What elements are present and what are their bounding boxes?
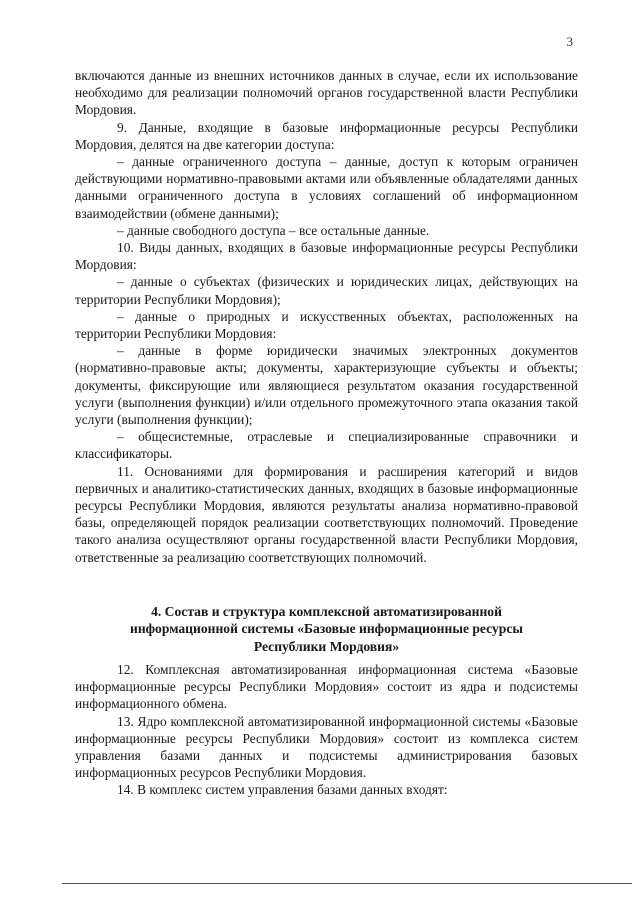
list-item: – данные в форме юридически значимых электронных документов (нормативно-правовые акты; документы, характеризующие субъекты и объекты; документы, фиксирующие или являющиеся результатом оказания государственной услуги (выполнения функции) и/или отдельного промежуточного этапа оказания такой услуги (выполнения функции); <box>75 343 578 428</box>
section-heading-line: 4. Состав и структура комплексной автоматизированной <box>151 604 502 619</box>
list-item: – данные ограниченного доступа – данные, доступ к которым ограничен действующими нормативно-правовыми актами или объявленные обладателями данных данными ограниченного доступа в условиях соглашений об информационном взаимодействии (обмене данными); <box>75 154 578 221</box>
paragraph: включаются данные из внешних источников данных в случае, если их использование необходимо для реализации полномочий органов государственной власти Республики Мордовия. <box>75 68 578 118</box>
list-item: – данные о субъектах (физических и юридических лицах, действующих на территории Республики Мордовия); <box>75 274 578 307</box>
section-heading <box>75 603 578 655</box>
body-text-bottom <box>75 661 578 799</box>
paragraph: 9. Данные, входящие в базовые информационные ресурсы Республики Мордовия, делятся на две категории доступа: <box>75 119 578 152</box>
paragraph: 11. Основаниями для формирования и расширения категорий и видов первичных и аналитико-статистических данных, входящих в базовые информационные ресурсы Республики Мордовия, являются результаты анализа нормативно-правовой базы, определяющей порядок реализации соответствующих полномочий. Проведение такого анализа осуществляют органы государственной власти Республики Мордовия, ответственные за реализацию соответствующих полномочий. <box>75 463 578 565</box>
list-item: – данные о природных и искусственных объектах, расположенных на территории Республики Мордовия: <box>75 308 578 342</box>
body-text-top <box>75 67 578 566</box>
paragraph: 13. Ядро комплексной автоматизированной информационной системы «Базовые информационные ресурсы Республики Мордовия» состоит из комплекса систем управления базами данных и подсистемы администрирования базовых информационных ресурсов Республики Мордовия. <box>75 713 578 781</box>
list-item: – общесистемные, отраслевые и специализированные справочники и классификаторы. <box>75 429 578 462</box>
section-heading-line: Республики Мордовия» <box>253 638 400 654</box>
paragraph: 12. Комплексная автоматизированная информационная система «Базовые информационные ресурсы Республики Мордовия» состоит из ядра и подсистемы информационного обмена. <box>75 662 578 712</box>
paragraph: 14. В комплекс систем управления базами данных входят: <box>117 782 448 798</box>
list-item: – данные свободного доступа – все остальные данные. <box>117 222 430 238</box>
section-heading-line: информационной системы «Базовые информационные ресурсы <box>129 621 523 637</box>
scan-edge-line <box>62 883 632 884</box>
paragraph: 10. Виды данных, входящих в базовые информационные ресурсы Республики Мордовия: <box>75 240 578 273</box>
page-number: 3 <box>566 34 573 49</box>
